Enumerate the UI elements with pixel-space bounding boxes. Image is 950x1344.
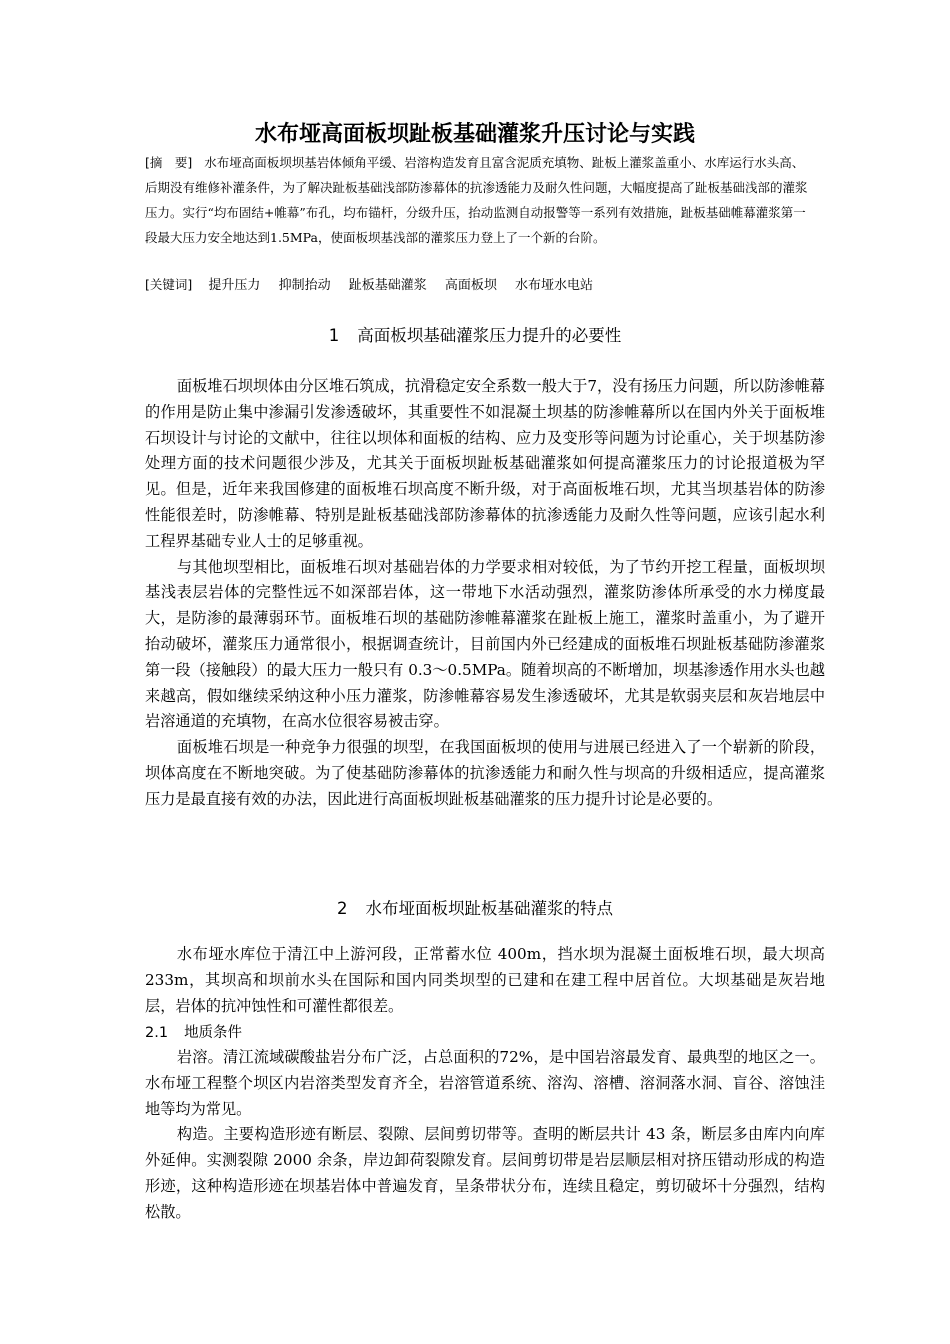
paragraph: 岩溶。清江流域碳酸盐岩分布广泛，占总面积的72%，是中国岩溶最发育、最典型的地区之一。水布垭工程整个坝区内岩溶类型发育齐全，岩溶管道系统、溶沟、溶槽、溶洞落水洞、盲谷、溶蚀洼地等均为常见。 [145,1048,825,1118]
section-title: 高面板坝基础灌浆压力提升的必要性 [357,326,622,345]
keywords-label: [关键词] [145,277,193,292]
paragraph: 与其他坝型相比，面板堆石坝对基础岩体的力学要求相对较低，为了节约开挖工程量，面板坝坝基浅表层岩体的完整性远不如深部岩体，这一带地下水活动强烈，灌浆防渗体所承受的水力梯度最大，是防渗的最薄弱环节。面板堆石坝的基础防渗帷幕灌浆在趾板上施工，灌浆时盖重小，为了避开抬动破坏，灌浆压力通常很小，根据调查统计，目前国内外已经建成的面板堆石坝趾板基础防渗灌浆第一段（接触段）的最大压力一般只有 0.3～0.5MPa。随着坝高的不断增加，坝基渗透作用水头也越来越高，假如继续采纳这种小压力灌浆，防渗帷幕容易发生渗透破坏，尤其是软弱夹层和灰岩地层中岩溶通道的充填物，在高水位很容易被击穿。 [145,557,825,731]
keyword: 提升压力 [208,278,261,293]
paragraph: 构造。主要构造形迹有断层、裂隙、层间剪切带等。查明的断层共计 43 条，断层多由库内向库外延伸。实测裂隙 2000 余条，岸边卸荷裂隙发育。层间剪切带是岩层顺层相对挤压错动形成的构造形迹，这种构造形迹在坝基岩体中普遍发育，呈条带状分布，连续且稳定，剪切破坏十分强烈，结构松散。 [145,1125,825,1221]
section-number: 2 [337,899,348,918]
keyword: 趾板基础灌浆 [348,278,427,293]
abstract-text: 水布垭高面板坝坝基岩体倾角平缓、岩溶构造发育且富含泥质充填物、趾板上灌浆盖重小、水库运行水头高、后期没有维修补灌条件，为了解决趾板基础浅部防渗幕体的抗渗透能力及耐久性问题，大幅度提高了趾板基础浅部的灌浆压力。实行“均布固结+帷幕”布孔，均布锚杆，分级升压，抬动监测自动报警等一系列有效措施，趾板基础帷幕灌浆第一段最大压力安全地达到1.5MPa，使面板坝基浅部的灌浆压力登上了一个新的台阶。 [145,155,808,245]
subsection-body [145,1045,825,1226]
subsection-heading [145,1022,242,1044]
subsection-title: 地质条件 [184,1025,243,1041]
section-title: 水布垭面板坝趾板基础灌浆的特点 [365,899,613,918]
paragraph: 面板堆石坝坝体由分区堆石筑成，抗滑稳定安全系数一般大于7，没有扬压力问题，所以防渗帷幕的作用是防止集中渗漏引发渗透破坏，其重要性不如混凝土坝基的防渗帷幕所以在国内外关于面板堆石坝设计与讨论的文献中，往往以坝体和面板的结构、应力及变形等问题为讨论重心，关于坝基防渗处理方面的技术问题很少涉及，尤其关于面板坝趾板基础灌浆如何提高灌浆压力的讨论报道极为罕见。但是，近年来我国修建的面板堆石坝高度不断升级，对于高面板堆石坝，尤其当坝基岩体的防渗性能很差时，防渗帷幕、特别是趾板基础浅部防渗幕体的抗渗透能力及耐久性等问题，应该引起水利工程界基础专业人士的足够重视。 [145,377,825,550]
section-heading [0,324,950,348]
section-number: 1 [328,326,340,345]
section-heading [0,897,950,921]
section-body [145,374,825,813]
paragraph: 面板堆石坝是一种竞争力很强的坝型，在我国面板坝的使用与进展已经进入了一个崭新的阶段，坝体高度在不断地突破。为了使基础防渗幕体的抗渗透能力和耐久性与坝高的升级相适应，提高灌浆压力是最直接有效的办法，因此进行高面板坝趾板基础灌浆的压力提升讨论是必要的。 [145,738,825,808]
section-body [145,942,825,1019]
paper-title: 水布垭高面板坝趾板基础灌浆升压讨论与实践 [254,122,695,147]
keyword: 抑制抬动 [278,278,331,293]
paragraph: 水布垭水库位于清江中上游河段，正常蓄水位 400m，挡水坝为混凝土面板堆石坝，最大坝高 233m，其坝高和坝前水头在国际和国内同类坝型的已建和在建工程中居首位。大坝基础是灰岩地层，岩体的抗冲蚀性和可灌性都很差。 [145,945,825,1015]
abstract-label: [摘 要] [145,155,193,170]
abstract [145,150,810,250]
subsection-number: 2.1 [145,1025,169,1041]
keyword: 高面板坝 [444,278,497,293]
keyword: 水布垭水电站 [515,278,594,293]
keywords [145,272,825,299]
